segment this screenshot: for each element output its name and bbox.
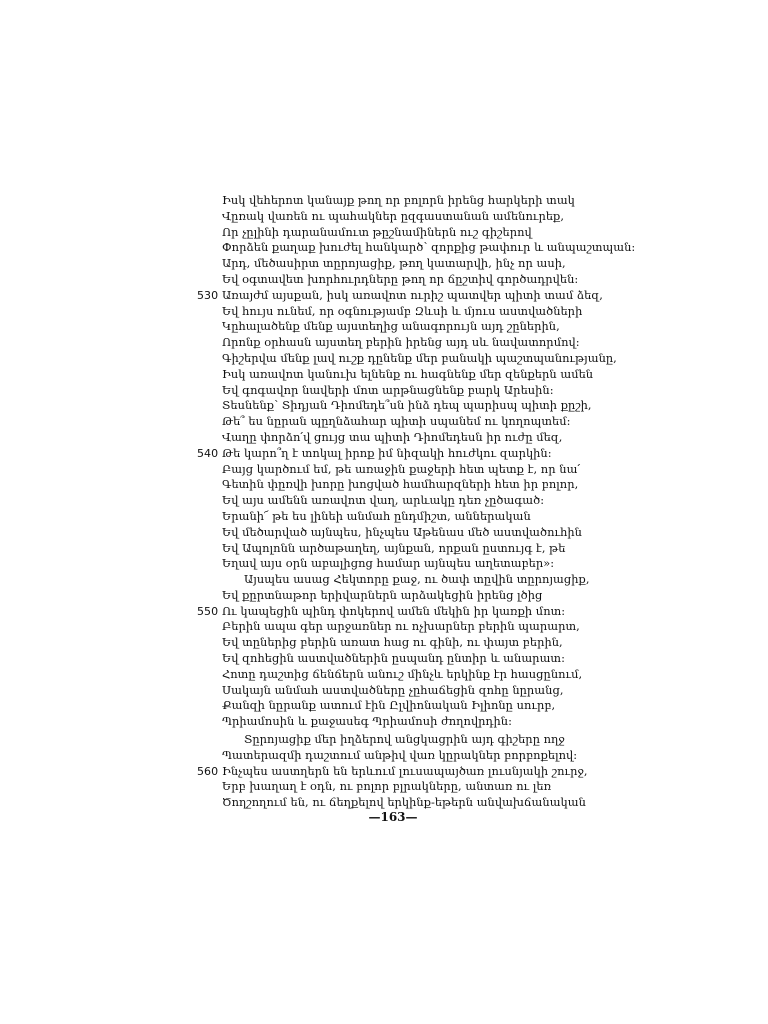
- verse-text: Եվ այս ամենն առավոտ վաղ, արևակը դեռ չըծագած:: [222, 493, 545, 508]
- verse-line: [222, 414, 742, 430]
- verse-line: [222, 572, 742, 588]
- verse-line: [222, 714, 742, 730]
- line-number: 540: [197, 446, 219, 460]
- verse-text: Վաղը փորձո՛վ ցույց տա պիտի Դիոմեդեսն իր ուժը մեզ,: [222, 429, 563, 444]
- verse-line: [222, 525, 742, 541]
- verse-text: Բայց կարծում եմ, թե առաջին քաջերի հետ պետք է, որ նա՛: [222, 461, 581, 476]
- verse-text: Գիշերվա մենք լավ ուշք դընենք մեր բանակի պաշտպանությանը,: [222, 350, 617, 365]
- verse-text: Գետին փըռվի խորը խոցված համհարզների հետ իր բոլոր,: [222, 477, 579, 492]
- verse-text: Փորձեն քաղաք խուժել հանկարծ՝ զորքից թափուր և անպաշտպան:: [222, 240, 636, 255]
- verse-line: [222, 240, 742, 256]
- verse-text: Հոտը դաշտից ճենճերն անուշ մինչև երկինք էր հասցընում,: [222, 666, 583, 681]
- verse-line: [222, 541, 742, 557]
- verse-text: Արդ, մեծասիրտ տըրոյացիք, թող կատարվի, ինչ որ ասի,: [222, 256, 566, 271]
- verse-text: Թե՞ ես նըրան պըղնձահար պիտի սպանեմ ու կողոպտեմ:: [222, 414, 571, 429]
- verse-text: Եվ զոհեցին աստվածներին ըսպանդ ընտիր և անարատ:: [222, 650, 565, 665]
- verse-text: Եվ Ապոլոնն արծաթաղեղ, այնքան, որքան ըստույգ է, թե: [222, 540, 566, 555]
- verse-text: Սակայն անմահ աստվածները չըհաճեցին զոհը նըրանց,: [222, 682, 564, 697]
- verse-line: [222, 225, 742, 241]
- verse-text: Վըռակ վառեն ու պահակներ ըզգաստանան ամենուրեք,: [222, 208, 564, 223]
- verse-text: Եվ մեծարված այնպես, ինչպես Աթենաս մեծ աստվածուհին: [222, 524, 582, 539]
- verse-line: [222, 383, 742, 399]
- verse-text: Երբ խաղաղ է օդն, ու բոլոր բլրակները, անտառ ու լեռ: [222, 779, 552, 794]
- verse-line: [222, 256, 742, 272]
- verse-text: Իսկ վեհերոտ կանայք թող որ բոլորն իրենց հարկերի տակ: [222, 193, 575, 207]
- verse-text: Այսպես ասաց Հեկտորը քաջ, ու ծափ տըվին տըրոյացիք,: [244, 572, 590, 586]
- verse-line: [222, 588, 742, 604]
- verse-text: Ու կապեցին պինդ փոկերով ամեն մեկին իր կառքի մոտ:: [222, 603, 566, 618]
- verse-text: Թե կարո՞ղ է տոկալ իրոք իմ նիզակի հուժկու զարկին:: [222, 445, 552, 460]
- verse-text: Բերին ապա գեր արջառներ ու ոչխարներ բերին պարարտ,: [222, 619, 580, 634]
- verse-text: Ինչպես աստղերն են երևում լուսապայծառ լուսնյակի շուրջ,: [222, 763, 588, 778]
- verse-line: [222, 779, 742, 795]
- verse-text: Որ չըլինի դարանամուտ թըշնամիներն ուշ գիշերով: [222, 224, 532, 239]
- verse-line: [222, 319, 742, 335]
- verse-line: [222, 556, 742, 572]
- verse-text: Որոնք օրհասն այստեղ բերին իրենց այդ սև նավատորմով:: [222, 335, 580, 350]
- verse-text: Պրիամոսին և քաջասեգ Պրիամոսի ժողովրդին:: [222, 714, 512, 729]
- verse-text: Տեսնենք՝ Տիդյան Դիոմեդե՞սն ինձ դեպ պարիսպ պիտի քըշի,: [222, 398, 592, 413]
- verse-text: Ծողշողում են, ու ճեղքելով երկինք-եթերն անվախճանական: [222, 795, 586, 810]
- line-number: 550: [197, 604, 219, 618]
- line-number: 560: [197, 764, 219, 778]
- stanza: [197, 572, 742, 730]
- verse-line: [222, 351, 742, 367]
- verse-line: [222, 795, 742, 811]
- verse-line: [222, 651, 742, 667]
- verse-line: [197, 603, 742, 620]
- verse-line: [197, 287, 742, 304]
- verse-line: [222, 635, 742, 651]
- verse-line: [222, 477, 742, 493]
- verse-line: [222, 304, 742, 320]
- verse-line: [222, 698, 742, 714]
- verse-text: Կըհալածենք մենք այստեղից անագորույն այդ շըներին,: [222, 319, 560, 334]
- verse-text: Քանզի նըրանք ատում էին Ըլվիոնական Իլիոնը սուրբ,: [222, 698, 556, 713]
- verse-line: [222, 462, 742, 478]
- verse-line: [222, 272, 742, 288]
- verse-line: [222, 748, 742, 764]
- stanza: [197, 193, 742, 572]
- verse-text: Եվ օգտավետ խորհուրդները թող որ ճըշտիվ գործադրվեն:: [222, 271, 579, 286]
- verse-line: [222, 430, 742, 446]
- page-number: —163—: [368, 810, 418, 824]
- verse-text: Եվ գոգավոր նավերի մոտ արթնացնենք բարկ Արեսին:: [222, 382, 554, 397]
- verse-line: [222, 509, 742, 525]
- verse-line: [222, 732, 742, 748]
- verse-text: Եվ տըներից բերին առատ հաց ու գինի, ու փայտ բերին,: [222, 635, 563, 650]
- verse-line: [222, 667, 742, 683]
- verse-text: Եվ քըրտնաթոր երիվարներն արձակեցին իրենց լծից: [222, 587, 543, 602]
- verse-text: Եղավ այս օրն աբալիցոց համար այնպես աղետաբեր»:: [222, 556, 555, 571]
- verse-line: [222, 209, 742, 225]
- verse-line: [197, 445, 742, 462]
- verse-text: Եվ հույս ունեմ, որ օգնությամբ Զևսի և մյուս աստվածների: [222, 303, 583, 318]
- verse-line: [222, 493, 742, 509]
- verse-line: [222, 367, 742, 383]
- verse-text: Իսկ առավոտ կանուխ ելնենք ու հագնենք մեր զենքերն ամեն: [222, 366, 594, 381]
- verse-text: Տըրոյացիք մեր իղձերով անցկացրին այդ գիշերը ողջ: [244, 732, 565, 746]
- verse-line: [222, 398, 742, 414]
- verse-text: Առայժմ այսքան, իսկ առավոտ ուրիշ պատվեր պիտի տամ ձեզ,: [222, 287, 603, 302]
- verse-line: [222, 619, 742, 635]
- verse-text: Պատերազմի դաշտում անթիվ վառ կըրակներ բորբոքելով:: [222, 747, 578, 762]
- verse-line: [222, 193, 742, 209]
- verse-line: [197, 763, 742, 780]
- verse-text: Երանի՜ թե ես լինեի անմահ ընդմիշտ, աններական: [222, 508, 531, 523]
- verse-line: [222, 683, 742, 699]
- stanza: [197, 732, 742, 811]
- verse-line: [222, 335, 742, 351]
- line-number: 530: [197, 288, 219, 302]
